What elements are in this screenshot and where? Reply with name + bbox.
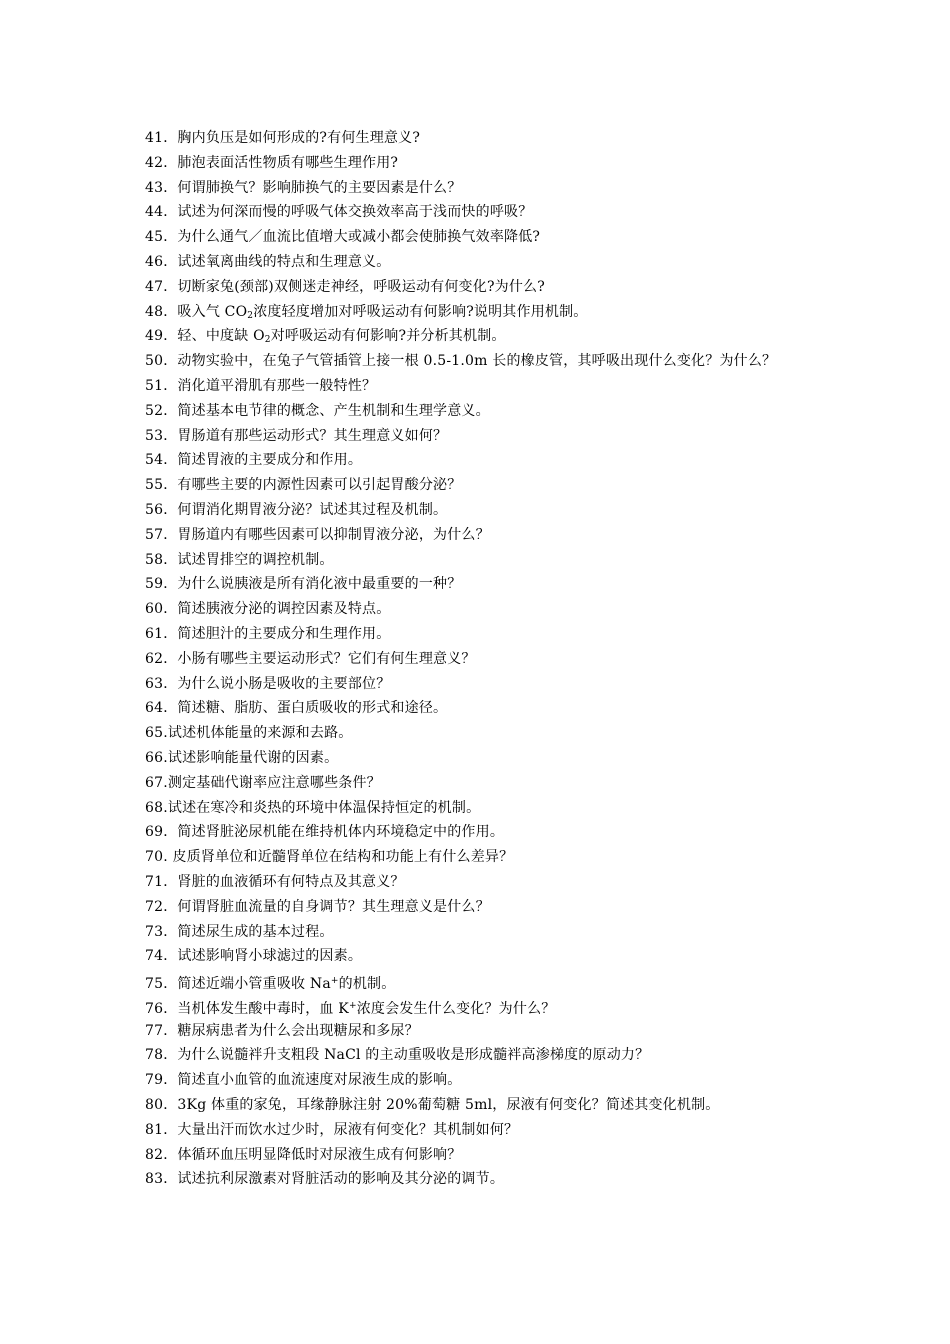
question-text: 浓度轻度增加对呼吸运动有何影响?说明其作用机制。	[253, 303, 588, 320]
question-item	[145, 200, 815, 225]
question-number: 45．	[145, 229, 178, 246]
question-text: 简述尿生成的基本过程。	[177, 923, 334, 940]
question-item	[145, 548, 815, 573]
question-item	[145, 944, 815, 969]
question-item	[145, 672, 815, 697]
question-text: 简述胆汁的主要成分和生理作用。	[177, 625, 391, 642]
question-text: 浓度会发生什么变化？为什么？	[356, 1000, 556, 1017]
question-number: 61．	[145, 625, 178, 642]
question-item	[145, 424, 815, 449]
question-number: 54．	[145, 452, 178, 469]
superscript: +	[348, 1000, 357, 1011]
question-item	[145, 176, 815, 201]
question-text: 为什么说髓袢升支粗段 NaCl 的主动重吸收是形成髓袢高渗梯度的原动力？	[177, 1047, 650, 1064]
question-list	[145, 126, 815, 1192]
question-item	[145, 647, 815, 672]
subscript: 2	[264, 335, 271, 346]
question-text: 试述机体能量的来源和去路。	[167, 725, 353, 742]
question-text: 胃肠道有那些运动形式？其生理意义如何？	[177, 427, 448, 444]
superscript: +	[330, 976, 339, 987]
question-item	[145, 1043, 815, 1068]
question-number: 75．	[145, 976, 178, 993]
question-text: 简述胰液分泌的调控因素及特点。	[177, 601, 391, 618]
question-number: 41．	[145, 130, 178, 146]
question-text: 简述胃液的主要成分和作用。	[177, 452, 363, 469]
question-text: 为什么说小肠是吸收的主要部位？	[177, 675, 391, 692]
question-number: 79．	[145, 1072, 178, 1089]
question-text: 试述为何深而慢的呼吸气体交换效率高于浅而快的呼吸？	[177, 204, 533, 221]
question-text: 吸入气 CO	[177, 303, 248, 320]
question-item	[145, 300, 815, 325]
question-text: 测定基础代谢率应注意哪些条件？	[167, 774, 381, 791]
question-item	[145, 349, 815, 374]
question-number: 64．	[145, 700, 178, 717]
question-text: 大量出汗而饮水过少时，尿液有何变化？其机制如何？	[177, 1121, 519, 1138]
question-text: 对呼吸运动有何影响?并分析其机制。	[270, 328, 506, 345]
question-number: 50．	[145, 353, 178, 370]
question-item	[145, 1019, 815, 1044]
question-item	[145, 1068, 815, 1093]
question-item	[145, 870, 815, 895]
question-number: 76．	[145, 1000, 178, 1017]
question-number: 71．	[145, 873, 178, 890]
question-number: 60．	[145, 601, 178, 618]
question-number: 67.	[145, 774, 168, 791]
question-item	[145, 126, 815, 151]
question-item	[145, 721, 815, 746]
question-text: 试述氧离曲线的特点和生理意义。	[177, 253, 391, 270]
question-text: 何谓肾脏血流量的自身调节？其生理意义是什么？	[177, 898, 490, 915]
question-text: 有哪些主要的内源性因素可以引起胃酸分泌？	[177, 477, 462, 494]
question-number: 53．	[145, 427, 178, 444]
question-number: 77．	[145, 1022, 178, 1039]
question-number: 80．	[145, 1097, 178, 1114]
question-text: 肾脏的血液循环有何特点及其意义？	[177, 873, 405, 890]
question-item	[145, 895, 815, 920]
question-item	[145, 820, 815, 845]
question-text: 简述直小血管的血流速度对尿液生成的影响。	[177, 1072, 462, 1089]
question-item	[145, 1143, 815, 1168]
question-item	[145, 1093, 815, 1118]
question-number: 74．	[145, 948, 178, 965]
subscript: 2	[247, 310, 254, 321]
question-item	[145, 498, 815, 523]
question-item	[145, 920, 815, 945]
question-item	[145, 994, 815, 1019]
question-item	[145, 696, 815, 721]
question-text: 的机制。	[338, 976, 396, 993]
question-item	[145, 969, 815, 994]
question-item	[145, 473, 815, 498]
question-item	[145, 597, 815, 622]
question-text: 简述肾脏泌尿机能在维持机体内环境稳定中的作用。	[177, 824, 505, 841]
question-number: 47．	[145, 278, 178, 295]
question-text: 3Kg 体重的家兔，耳缘静脉注射 20%葡萄糖 5ml，尿液有何变化？简述其变化机制。	[177, 1097, 720, 1114]
question-item	[145, 622, 815, 647]
question-item	[145, 1167, 815, 1192]
question-number: 65.	[145, 725, 168, 742]
question-number: 43．	[145, 179, 178, 196]
question-number: 46．	[145, 253, 178, 270]
question-number: 68.	[145, 799, 168, 816]
question-text: 消化道平滑肌有那些一般特性？	[177, 377, 377, 394]
question-item	[145, 225, 815, 250]
question-text: 胸内负压是如何形成的?有何生理意义?	[177, 130, 421, 146]
question-item	[145, 796, 815, 821]
question-number: 44．	[145, 204, 178, 221]
question-number: 73．	[145, 923, 178, 940]
question-text: 体循环血压明显降低时对尿液生成有何影响？	[177, 1146, 462, 1163]
question-number: 56．	[145, 501, 178, 518]
question-text: 何谓肺换气？影响肺换气的主要因素是什么？	[177, 179, 462, 196]
question-text: 动物实验中，在兔子气管插管上接一根 0.5-1.0m 长的橡皮管，其呼吸出现什么变化？为什么？	[177, 353, 777, 370]
question-item	[145, 448, 815, 473]
question-text: 简述基本电节律的概念、产生机制和生理学意义。	[177, 402, 490, 419]
question-text: 小肠有哪些主要运动形式？它们有何生理意义？	[177, 650, 476, 667]
question-text: 肺泡表面活性物质有哪些生理作用?	[177, 154, 399, 171]
question-item	[145, 275, 815, 300]
question-text: 试述抗利尿激素对肾脏活动的影响及其分泌的调节。	[177, 1171, 505, 1188]
question-item	[145, 151, 815, 176]
question-item	[145, 1118, 815, 1143]
question-text: 试述胃排空的调控机制。	[177, 551, 334, 568]
question-number: 52．	[145, 402, 178, 419]
question-text: 试述在寒冷和炎热的环境中体温保持恒定的机制。	[167, 799, 481, 816]
question-item	[145, 572, 815, 597]
question-number: 69．	[145, 824, 178, 841]
question-text: 为什么说胰液是所有消化液中最重要的一种？	[177, 576, 462, 593]
question-text: 试述影响肾小球滤过的因素。	[177, 948, 363, 965]
question-item	[145, 771, 815, 796]
question-number: 72．	[145, 898, 178, 915]
question-text: 糖尿病患者为什么会出现糖尿和多尿？	[177, 1022, 419, 1039]
question-text: 何谓消化期胃液分泌？试述其过程及机制。	[177, 501, 448, 518]
question-number: 81．	[145, 1121, 178, 1138]
question-number: 58．	[145, 551, 178, 568]
question-text: 当机体发生酸中毒时，血 K	[177, 1000, 349, 1017]
question-number: 51．	[145, 377, 178, 394]
question-item	[145, 399, 815, 424]
question-text: 轻、中度缺 O	[177, 328, 265, 345]
question-number: 49．	[145, 328, 178, 345]
question-item	[145, 746, 815, 771]
question-number: 70.	[145, 849, 173, 866]
question-text: 试述影响能量代谢的因素。	[167, 749, 339, 766]
question-number: 63．	[145, 675, 178, 692]
question-text: 简述近端小管重吸收 Na	[177, 976, 331, 993]
question-text: 皮质肾单位和近髓肾单位在结构和功能上有什么差异？	[172, 849, 514, 866]
question-text: 胃肠道内有哪些因素可以抑制胃液分泌，为什么？	[177, 526, 490, 543]
question-number: 59．	[145, 576, 178, 593]
question-text: 切断家兔(颈部)双侧迷走神经，呼吸运动有何变化?为什么?	[177, 278, 545, 295]
question-number: 48．	[145, 303, 178, 320]
question-number: 82．	[145, 1146, 178, 1163]
question-number: 78．	[145, 1047, 178, 1064]
question-text: 为什么通气／血流比值增大或减小都会使肺换气效率降低?	[177, 229, 541, 246]
question-number: 62．	[145, 650, 178, 667]
question-item	[145, 845, 815, 870]
question-text: 简述糖、脂肪、蛋白质吸收的形式和途径。	[177, 700, 448, 717]
question-item	[145, 250, 815, 275]
question-item	[145, 523, 815, 548]
question-item	[145, 374, 815, 399]
question-number: 42．	[145, 154, 178, 171]
question-number: 55．	[145, 477, 178, 494]
question-number: 66.	[145, 749, 168, 766]
question-item	[145, 324, 815, 349]
question-number: 57．	[145, 526, 178, 543]
question-number: 83．	[145, 1171, 178, 1188]
